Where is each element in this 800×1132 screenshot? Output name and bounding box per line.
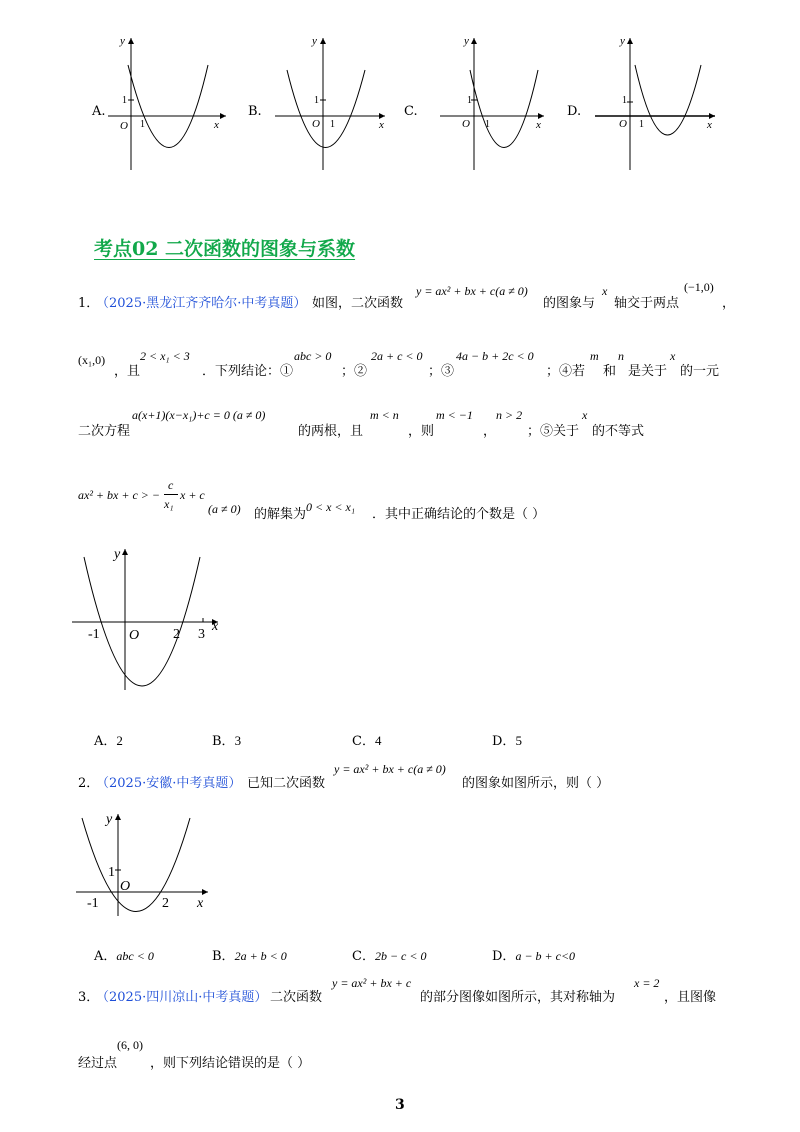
q1-text: 轴交于两点 <box>614 296 680 311</box>
svg-text:y: y <box>464 35 469 47</box>
q1-point-x1: (x₁,0) <box>78 353 106 367</box>
q1-text: ，则 <box>408 424 435 439</box>
q3-axis-eq: x = 2 <box>634 976 660 990</box>
q1-text: 和 <box>603 364 617 379</box>
svg-text:1: 1 <box>622 95 627 106</box>
q1-n-cond: n > 2 <box>496 408 523 422</box>
q1-conclusion-1: abc > 0 <box>294 349 332 363</box>
graph-option-b <box>275 30 395 175</box>
option-label-b: B. <box>248 104 262 119</box>
q1-option-c[interactable]: C．4 <box>352 733 382 749</box>
q2-formula: y = ax² + bx + c(a ≠ 0) <box>334 762 446 776</box>
q2-graph-origin: O <box>120 879 131 894</box>
q1-condition: 2 < x₁ < 3 <box>140 349 190 363</box>
q2-text: 已知二次函数 <box>247 776 326 791</box>
svg-text:O: O <box>312 118 320 130</box>
q1-point: (−1,0) <box>684 280 714 294</box>
option-label-d: D. <box>567 104 582 119</box>
question-source: （2025·四川凉山·中考真题） <box>96 990 268 1005</box>
svg-text:y: y <box>620 35 625 47</box>
svg-text:x: x <box>707 119 712 131</box>
q1-var-x: x <box>602 284 608 298</box>
q1-m-cond: m < −1 <box>436 408 473 422</box>
question-source: （2025·安徽·中考真题） <box>96 776 242 791</box>
q1-option-b[interactable]: B．3 <box>212 733 242 749</box>
q1-inequality-cond: (a ≠ 0) <box>208 502 241 516</box>
q3-text: 二次函数 <box>270 990 323 1005</box>
q1-text: 的解集为 <box>254 507 307 522</box>
question-number: 2． <box>78 776 100 791</box>
section-title: 考点02 二次函数的图象与系数 <box>94 238 356 260</box>
q1-option-a[interactable]: A．2 <box>94 733 123 749</box>
q1-var-n: n <box>618 349 624 363</box>
q1-graph-y-label: y <box>114 547 121 562</box>
q2-option-d[interactable]: D．a − b + c<0 <box>492 949 576 964</box>
q1-text: ；② <box>341 364 368 379</box>
q3-point: (6, 0) <box>117 1038 143 1052</box>
q1-text: ；④若 <box>546 364 586 379</box>
question-source: （2025·黑龙江齐齐哈尔·中考真题） <box>96 296 307 311</box>
svg-text:y: y <box>312 35 317 47</box>
svg-text:1: 1 <box>330 119 335 130</box>
q1-text: 的一元 <box>680 364 720 379</box>
q1-text: ，且 <box>114 364 141 379</box>
q1-graph-tick: 2 <box>173 627 180 642</box>
q1-graph <box>68 545 228 695</box>
q3-text: 经过点 <box>78 1056 118 1071</box>
svg-text:y: y <box>120 35 125 47</box>
q1-graph-origin: O <box>129 628 140 643</box>
q1-mn: m < n <box>370 408 399 422</box>
page-number: 3 <box>395 1097 405 1113</box>
q1-option-d[interactable]: D．5 <box>492 733 522 749</box>
q1-text: ， <box>483 424 497 439</box>
q3-formula: y = ax² + bx + c <box>332 976 412 990</box>
svg-text:1: 1 <box>467 95 472 106</box>
q1-conclusion-2: 2a + c < 0 <box>371 349 423 363</box>
q2-graph-tick: 2 <box>162 896 169 911</box>
q1-var-x: x <box>670 349 676 363</box>
q2-option-a[interactable]: A．abc < 0 <box>94 949 154 964</box>
q1-var-m: m <box>590 349 599 363</box>
svg-text:x: x <box>214 119 219 131</box>
q1-graph-tick: -1 <box>88 627 100 642</box>
q2-graph-x-label: x <box>197 896 204 911</box>
svg-text:1: 1 <box>485 119 490 130</box>
q1-inequality-lhs: ax² + bx + c > − <box>78 488 160 502</box>
q1-graph-tick: 3 <box>198 627 205 642</box>
q2-graph <box>72 810 222 920</box>
question-number: 3． <box>78 990 100 1005</box>
graph-option-a <box>108 30 238 175</box>
svg-text:1: 1 <box>639 119 644 130</box>
q1-conclusion-3: 4a − b + 2c < 0 <box>456 349 534 363</box>
q1-var-x: x <box>582 408 588 422</box>
q1-text: 如图，二次函数 <box>312 296 404 311</box>
q1-text: 的图象与 <box>543 296 596 311</box>
q1-text: 二次方程 <box>78 424 131 439</box>
q2-graph-y-label: y <box>106 812 113 827</box>
q1-fraction-den: x₁ <box>164 497 174 511</box>
q1-equation: a(x+1)(x−x₁)+c = 0 (a ≠ 0) <box>132 408 266 422</box>
svg-text:1: 1 <box>140 119 145 130</box>
q1-graph-x-label: x <box>212 619 219 634</box>
q2-graph-tick: 1 <box>108 865 115 880</box>
q3-text: ，且图像 <box>664 990 717 1005</box>
svg-text:O: O <box>619 118 627 130</box>
option-label-c: C. <box>404 104 418 119</box>
graph-option-d <box>595 30 720 175</box>
q3-text: 的部分图像如图所示，其对称轴为 <box>420 990 616 1005</box>
svg-text:x: x <box>536 119 541 131</box>
q1-solution: 0 < x < x₁ <box>306 500 356 514</box>
q2-option-b[interactable]: B．2a + b < 0 <box>212 949 287 964</box>
q1-text: ；⑤关于 <box>527 424 580 439</box>
q3-text: ，则下列结论错误的是（ ） <box>150 1056 311 1071</box>
q1-text: 是关于 <box>628 364 668 379</box>
svg-text:1: 1 <box>122 95 127 106</box>
question-number: 1． <box>78 296 100 311</box>
q1-text: ；③ <box>428 364 455 379</box>
option-label-a: A. <box>92 104 106 119</box>
q1-text: ， <box>722 296 736 311</box>
q1-text: 的不等式 <box>592 424 645 439</box>
svg-text:1: 1 <box>314 95 319 106</box>
q1-text: 的两根，且 <box>298 424 364 439</box>
q1-text: ．其中正确结论的个数是（ ） <box>372 507 546 522</box>
svg-text:O: O <box>462 118 470 130</box>
q1-formula: y = ax² + bx + c(a ≠ 0) <box>416 284 528 298</box>
q1-text: ．下列结论：① <box>202 364 294 379</box>
q1-fraction-num: c <box>168 478 174 492</box>
q2-option-c[interactable]: C．2b − c < 0 <box>352 949 427 964</box>
q2-text: 的图象如图所示，则（ ） <box>462 776 610 791</box>
q1-inequality-rhs: x + c <box>180 488 205 502</box>
graph-option-c <box>440 30 550 175</box>
fraction-bar <box>164 494 178 495</box>
svg-text:O: O <box>120 120 128 132</box>
q2-graph-tick: -1 <box>87 896 99 911</box>
svg-text:x: x <box>379 119 384 131</box>
